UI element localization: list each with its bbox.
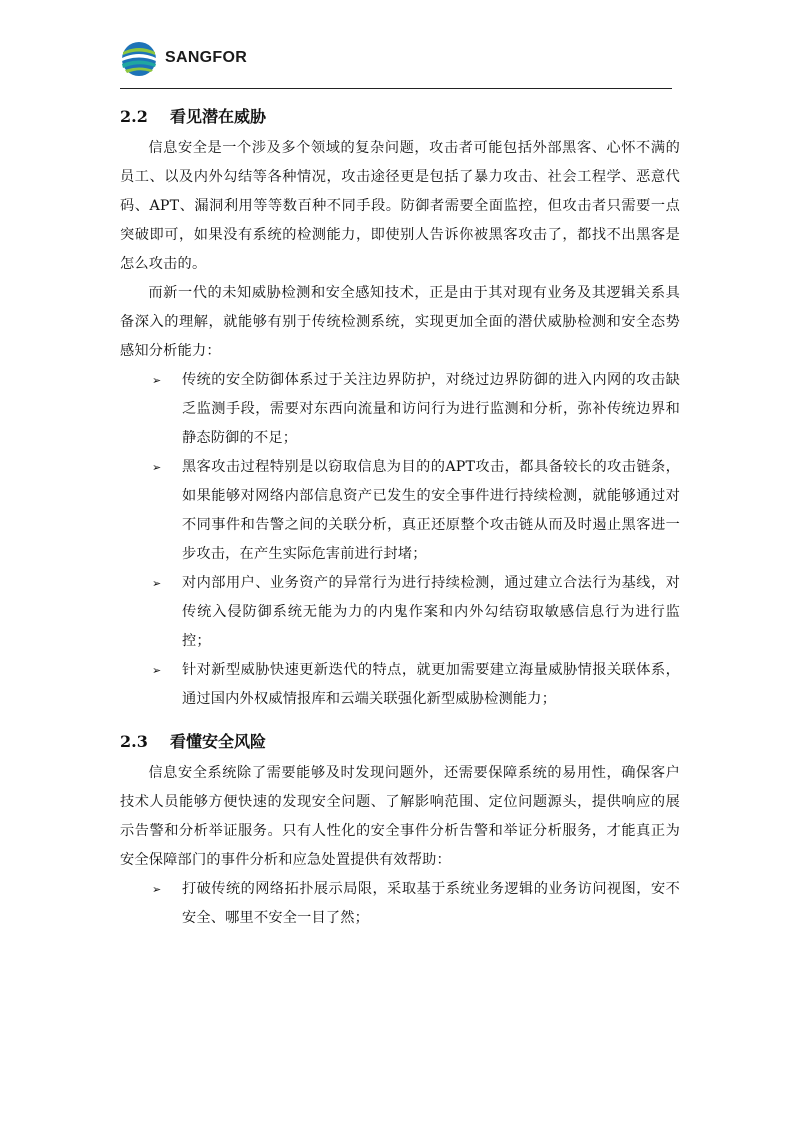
section-heading-2-2: [120, 100, 680, 134]
section-title: 看懂安全风险: [170, 732, 267, 751]
bullet-item: [120, 366, 680, 453]
bullet-text: 黑客攻击过程特别是以窃取信息为目的的APT攻击，都具备较长的攻击链条，如果能够对网络内部信息资产已发生的安全事件进行持续检测，就能够通过对不同事件和告警之间的关联分析，真正还原整个攻击链从而及时遏止黑客进一步攻击，在产生实际危害前进行封堵；: [182, 459, 680, 562]
bullet-item: [120, 875, 680, 933]
arrow-bullet-icon: ➢: [152, 883, 162, 896]
arrow-bullet-icon: ➢: [152, 461, 162, 474]
bullet-item: [120, 656, 680, 714]
bullet-text: 传统的安全防御体系过于关注边界防护，对绕过边界防御的进入内网的攻击缺乏监测手段，需要对东西向流量和访问行为进行监测和分析，弥补传统边界和静态防御的不足；: [182, 372, 680, 446]
bullet-text: 打破传统的网络拓扑展示局限，采取基于系统业务逻辑的业务访问视图，安不安全、哪里不安全一目了然；: [182, 881, 680, 926]
bullet-item: [120, 569, 680, 656]
arrow-bullet-icon: ➢: [152, 664, 162, 677]
section-number: 2.2: [120, 107, 148, 126]
paragraph: 而新一代的未知威胁检测和安全感知技术，正是由于其对现有业务及其逻辑关系具备深入的理解，就能够有别于传统检测系统，实现更加全面的潜伏威胁检测和安全态势感知分析能力：: [120, 285, 680, 359]
arrow-bullet-icon: ➢: [152, 577, 162, 590]
section-number: 2.3: [120, 732, 148, 751]
brand-name: SANGFOR: [165, 49, 248, 66]
bullet-text: 针对新型威胁快速更新迭代的特点，就更加需要建立海量威胁情报关联体系，通过国内外权威情报库和云端关联强化新型威胁检测能力；: [182, 662, 680, 707]
sangfor-logo-icon: [120, 40, 158, 78]
section-title: 看见潜在威胁: [170, 107, 267, 126]
paragraph: 信息安全系统除了需要能够及时发现问题外，还需要保障系统的易用性，确保客户技术人员能够方便快速的发现安全问题、了解影响范围、定位问题源头，提供响应的展示告警和分析举证服务。只有人性化的安全事件分析告警和举证分析服务，才能真正为安全保障部门的事件分析和应急处置提供有效帮助：: [120, 765, 680, 868]
bullet-text: 对内部用户、业务资产的异常行为进行持续检测，通过建立合法行为基线，对传统入侵防御系统无能为力的内鬼作案和内外勾结窃取敏感信息行为进行监控；: [182, 575, 680, 649]
arrow-bullet-icon: ➢: [152, 374, 162, 387]
section-heading-2-3: [120, 725, 680, 759]
paragraph: 信息安全是一个涉及多个领域的复杂问题，攻击者可能包括外部黑客、心怀不满的员工、以及内外勾结等各种情况，攻击途径更是包括了暴力攻击、社会工程学、恶意代码、APT、漏洞利用等等数百种不同手段。防御者需要全面监控，但攻击者只需要一点突破即可，如果没有系统的检测能力，即使别人告诉你被黑客攻击了，都找不出黑客是怎么攻击的。: [120, 140, 680, 272]
page-header: [120, 36, 672, 89]
bullet-item: [120, 453, 680, 569]
document-body: [120, 100, 680, 933]
